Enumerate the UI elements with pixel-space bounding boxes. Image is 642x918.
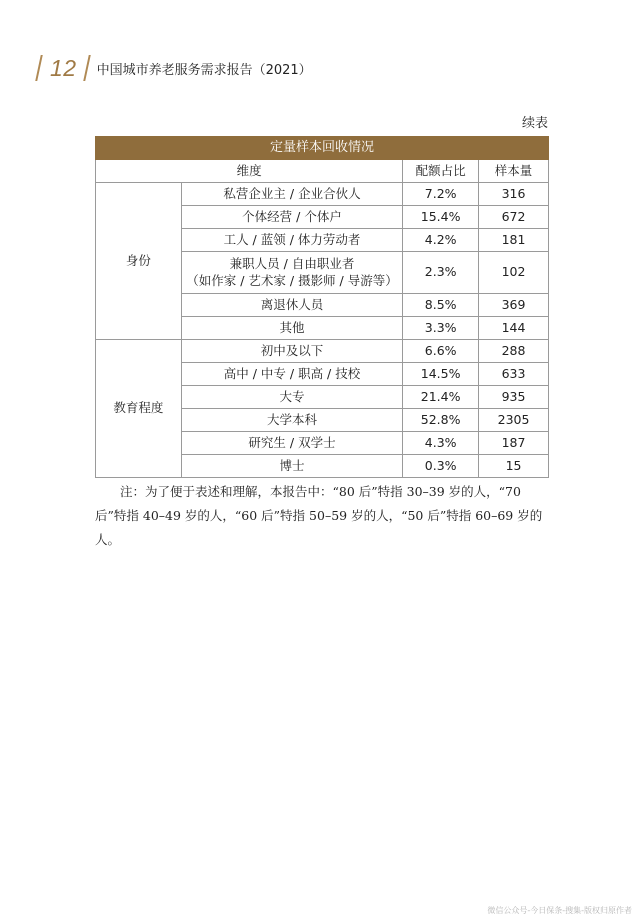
page-number: 12 xyxy=(50,54,77,81)
row-label-detail: （如作家 / 艺术家 / 摄影师 / 导游等） xyxy=(186,272,398,288)
row-label: 其他 xyxy=(181,317,402,340)
row-label: 离退休人员 xyxy=(181,294,402,317)
row-label: 大学本科 xyxy=(181,409,402,432)
row-share: 0.3% xyxy=(403,455,479,478)
row-count: 2305 xyxy=(479,409,549,432)
row-count: 672 xyxy=(479,206,549,229)
row-label: 大专 xyxy=(181,386,402,409)
row-share: 8.5% xyxy=(403,294,479,317)
group-label-identity: 身份 xyxy=(96,183,182,340)
row-label: 个体经营 / 个体户 xyxy=(181,206,402,229)
row-count: 316 xyxy=(479,183,549,206)
row-count: 369 xyxy=(479,294,549,317)
group-label-education: 教育程度 xyxy=(96,340,182,478)
row-count: 144 xyxy=(479,317,549,340)
row-label: 研究生 / 双学士 xyxy=(181,432,402,455)
row-label: 私营企业主 / 企业合伙人 xyxy=(181,183,402,206)
row-share: 2.3% xyxy=(403,252,479,294)
sample-table xyxy=(95,136,549,478)
table-row xyxy=(96,340,549,363)
row-count: 935 xyxy=(479,386,549,409)
header-slash-left xyxy=(35,55,43,81)
continued-label: 续表 xyxy=(521,116,548,131)
row-count: 633 xyxy=(479,363,549,386)
column-header-count: 样本量 xyxy=(479,160,549,183)
row-count: 288 xyxy=(479,340,549,363)
row-count: 15 xyxy=(479,455,549,478)
row-label-multiline xyxy=(181,252,402,294)
row-count: 102 xyxy=(479,252,549,294)
table-title: 定量样本回收情况 xyxy=(96,137,549,160)
row-label: 初中及以下 xyxy=(181,340,402,363)
row-share: 6.6% xyxy=(403,340,479,363)
column-header-share: 配额占比 xyxy=(403,160,479,183)
column-header-dimension: 维度 xyxy=(96,160,403,183)
watermark: 微信公众号-今日保条-搜集-版权归原作者 xyxy=(487,906,632,915)
row-label: 工人 / 蓝领 / 体力劳动者 xyxy=(181,229,402,252)
row-label: 博士 xyxy=(181,455,402,478)
row-share: 3.3% xyxy=(403,317,479,340)
report-title: 中国城市养老服务需求报告（2021） xyxy=(96,62,312,78)
row-share: 14.5% xyxy=(403,363,479,386)
header-slash-right xyxy=(83,55,91,81)
row-share: 7.2% xyxy=(403,183,479,206)
row-share: 52.8% xyxy=(403,409,479,432)
row-label: 高中 / 中专 / 职高 / 技校 xyxy=(181,363,402,386)
page-header xyxy=(38,48,312,88)
row-count: 187 xyxy=(479,432,549,455)
row-share: 4.3% xyxy=(403,432,479,455)
row-label: 兼职人员 / 自由职业者 xyxy=(229,255,355,271)
footnote: 注：为了便于表述和理解，本报告中：“80 后”特指 30–39 岁的人，“70 后”特指 40–49 岁的人，“60 后”特指 50–59 岁的人，“50 后”特指 60–69 岁的人。 xyxy=(95,484,543,547)
row-share: 21.4% xyxy=(403,386,479,409)
row-share: 4.2% xyxy=(403,229,479,252)
table-row xyxy=(96,183,549,206)
row-count: 181 xyxy=(479,229,549,252)
row-share: 15.4% xyxy=(403,206,479,229)
